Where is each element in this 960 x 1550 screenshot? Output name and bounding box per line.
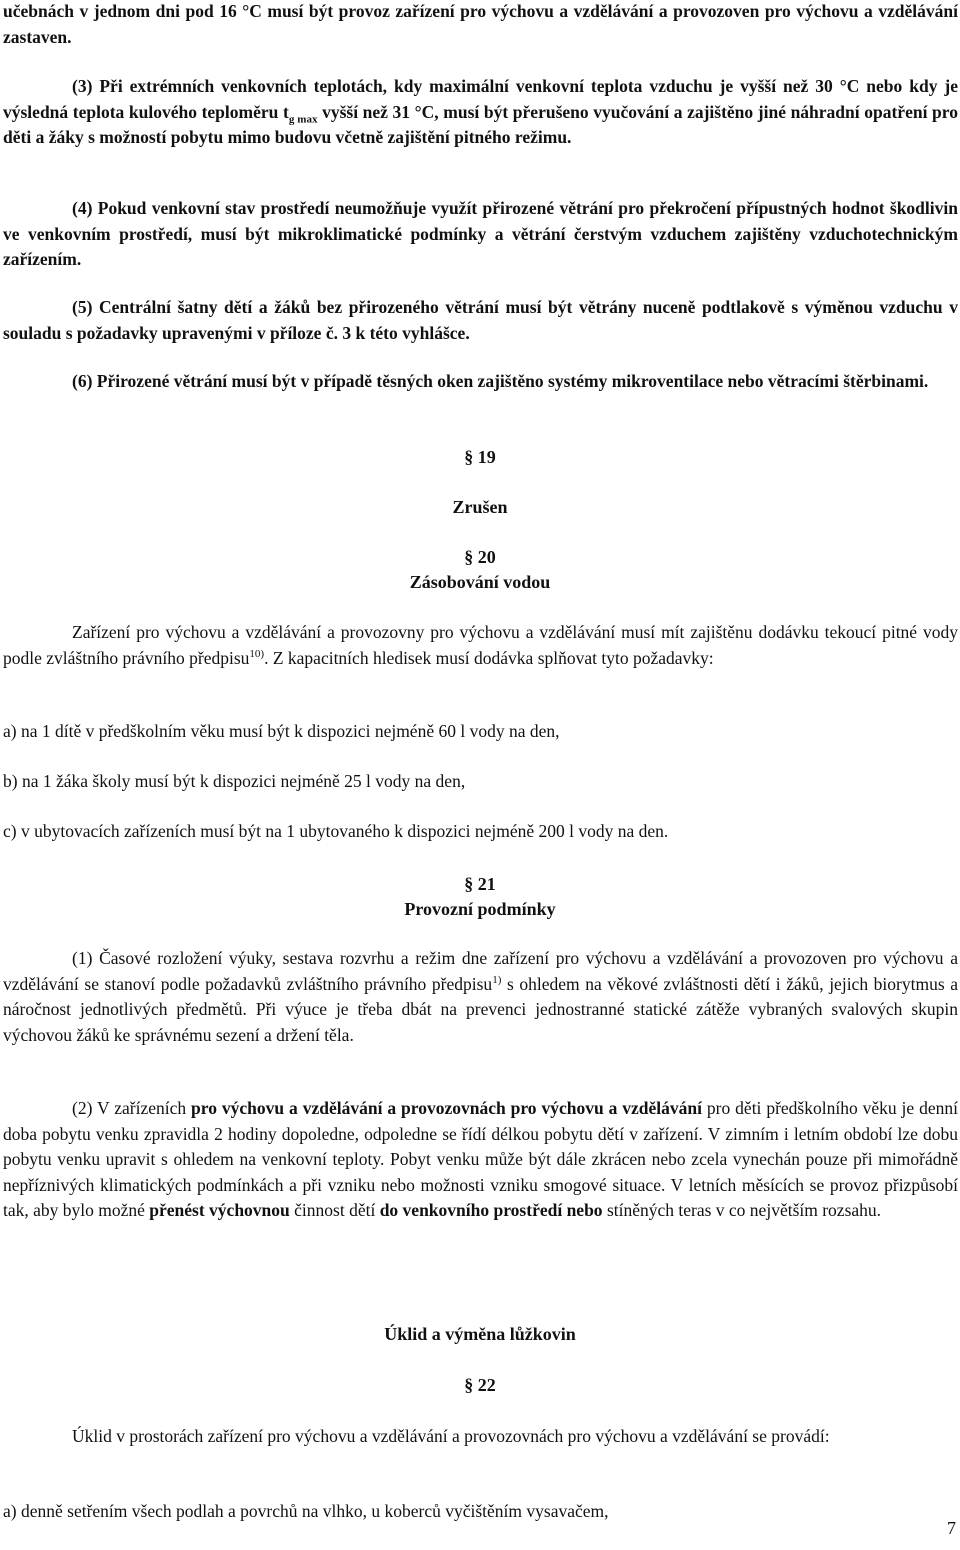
paragraph-text: Zařízení pro výchovu a vzdělávání a provozovny pro výchovu a vzdělávání musí mít zajištěnu dodávku tekoucí pitné vody podle zvláštního právního předpisu (3, 622, 958, 668)
section-21-title: Provozní podmínky (404, 899, 556, 919)
paragraph-5 (3, 295, 958, 346)
subscript: g max (288, 113, 318, 125)
section-20-number: § 20 (464, 547, 496, 567)
paragraph-text: činnost dětí (289, 1200, 380, 1220)
paragraph-text: učebnách v jednom dni pod 16 °C musí být provoz zařízení pro výchovu a vzdělávání a provozoven pro výchovu a vzdělávání zastaven. (3, 1, 958, 47)
section-19-title: Zrušen (452, 497, 508, 517)
section-21-paragraph-2 (3, 1096, 958, 1224)
bold-text: přenést výchovnou (149, 1200, 290, 1220)
paragraph-text: (2) V zařízeních (72, 1098, 192, 1118)
paragraph-text: (1) Časové rozložení výuky, sestava rozvrhu a režim dne zařízení pro výchovu a vzdělávání a provozoven pro výchovu a vzdělávání se stanoví podle požadavků zvláštního právního předpisu (3, 948, 958, 994)
section-20-paragraph (3, 620, 958, 671)
footnote-ref: 1) (492, 973, 502, 986)
paragraph-continuation (3, 0, 958, 50)
paragraph-text: vyšší než 31 °C, musí být přerušeno vyučování a zajištěno jiné náhradní opatření pro děti a žáky s možností pobytu mimo budovu včetně zajištění pitného režimu. (3, 101, 958, 147)
paragraph-3 (3, 74, 958, 151)
paragraph-text: (5) Centrální šatny dětí a žáků bez přirozeného větrání musí být větrány nuceně podtlakově s výměnou vzduchu v souladu s požadavky upravenými v příloze č. 3 k této vyhlášce. (3, 297, 958, 343)
page-number: 7 (947, 1518, 956, 1538)
bold-text: do venkovního prostředí nebo (379, 1200, 603, 1220)
bold-text: pro výchovu a vzdělávání a provozovnách pro výchovu a vzdělávání (191, 1098, 703, 1118)
paragraph-text: pro děti předškolního věku je denní doba pobytu venku zpravidla 2 hodiny dopoledne, odpoledne se řídí délkou pobytu dětí v zařízení. V zimním i letním období lze dobu pobytu venku upravit s ohledem na venkovní teploty. Pobyt venku může být dále zkrácen nebo zcela vynechán pouze při mimořádně nepříznivých klimatických podmínkách a při vzniku nebo možnosti vzniku smogové situace. V letních měsících se provoz přizpůsobí tak, aby bylo možné (3, 1098, 958, 1220)
footnote-ref: 10) (249, 647, 265, 660)
paragraph-text: (3) Při extrémních venkovních teplotách, kdy maximální venkovní teplota vzduchu je vyšší než 30 °C nebo kdy je výsledná teplota kulového teploměru t (3, 76, 958, 122)
section-22-paragraph (3, 1423, 958, 1449)
paragraph-6 (3, 369, 958, 395)
paragraph-text: stíněných teras v co největším rozsahu. (602, 1200, 882, 1220)
section-19-number: § 19 (464, 447, 496, 467)
list-item-c: c) v ubytovacích zařízeních musí být na 1 ubytovaného k dispozici nejméně 200 l vody na den. (3, 821, 669, 841)
part-title: Úklid a výměna lůžkovin (384, 1324, 576, 1344)
paragraph-text: Úklid v prostorách zařízení pro výchovu a vzdělávání a provozovnách pro výchovu a vzdělávání se provádí: (72, 1426, 830, 1446)
section-21-paragraph-1 (3, 946, 958, 1048)
paragraph-text: (4) Pokud venkovní stav prostředí neumožňuje využít přirozené větrání pro překročení přípustných hodnot škodlivin ve venkovním prostředí, musí být mikroklimatické podmínky a větrání čerstvým vzduchem zajištěny vzduchotechnickým zařízením. (3, 198, 958, 269)
paragraph-text: (6) Přirozené větrání musí být v případě těsných oken zajištěno systémy mikroventilace nebo větracími štěrbinami. (72, 371, 929, 391)
paragraph-text: s ohledem na věkové zvláštnosti dětí i žáků, jejich biorytmus a náročnost jednotlivých předmětů. Při výuce je třeba dbát na prevenci jednostranné statické zátěže vybraných svalových skupin výchovou žáků ke správnému sezení a držení těla. (3, 973, 959, 1045)
section-22-number: § 22 (464, 1375, 496, 1395)
section-20-title: Zásobování vodou (409, 572, 551, 592)
paragraph-text: . Z kapacitních hledisek musí dodávka splňovat tyto požadavky: (264, 647, 714, 668)
paragraph-4 (3, 196, 958, 273)
section-21-number: § 21 (464, 874, 496, 894)
list-item-b: b) na 1 žáka školy musí být k dispozici nejméně 25 l vody na den, (3, 771, 466, 791)
list-item-a: a) na 1 dítě v předškolním věku musí být k dispozici nejméně 60 l vody na den, (3, 721, 560, 741)
list-item-a: a) denně setřením všech podlah a povrchů na vlhko, u koberců vyčištěním vysavačem, (3, 1501, 609, 1521)
